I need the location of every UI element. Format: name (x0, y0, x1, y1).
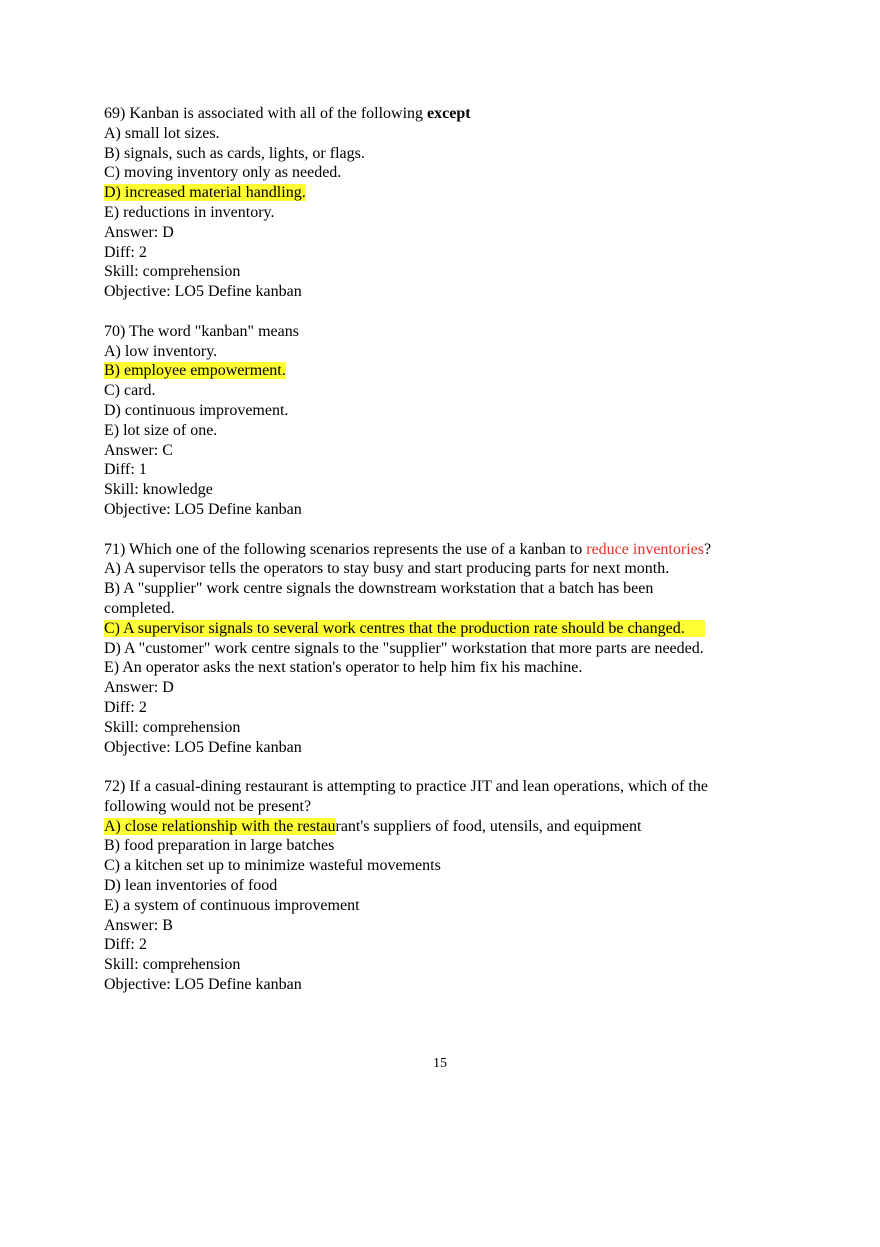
answer: Answer: D (104, 679, 174, 697)
option-a: A) low inventory. (104, 342, 218, 360)
highlighted-option: D) increased material handling. (104, 184, 306, 202)
option-e: E) lot size of one. (104, 421, 218, 439)
question-70 (104, 322, 804, 520)
question-stem: 69) Kanban is associated with all of the following except (104, 105, 471, 122)
option-e: E) a system of continuous improvement (104, 896, 360, 914)
option-e: E) An operator asks the next station's operator to help him fix his machine. (104, 659, 583, 677)
difficulty: Diff: 2 (104, 936, 147, 954)
option-b (104, 361, 804, 381)
highlighted-option: A) close relationship with the restau (104, 817, 336, 835)
question-stem: 71) Which one of the following scenarios represents the use of a kanban to reduce inventories? (104, 540, 712, 558)
difficulty: Diff: 2 (104, 698, 147, 716)
option-a: A) A supervisor tells the operators to stay busy and start producing parts for next month. (104, 560, 670, 578)
option-b: B) signals, such as cards, lights, or flags. (104, 144, 365, 162)
option-d: D) lean inventories of food (104, 877, 278, 895)
question-stem-continued: following would not be present? (104, 797, 312, 815)
question-stem: 72) If a casual-dining restaurant is attempting to practice JIT and lean operations, which of the (104, 778, 708, 796)
document-page (104, 104, 804, 1015)
answer: Answer: D (104, 223, 174, 241)
red-emphasis: reduce inventories (586, 540, 704, 558)
option-b-continued: completed. (104, 599, 175, 617)
option-c: C) moving inventory only as needed. (104, 164, 342, 182)
objective: Objective: LO5 Define kanban (104, 500, 302, 518)
question-71 (104, 540, 804, 758)
option-a: A) close relationship with the restaurant's suppliers of food, utensils, and equipment (104, 817, 642, 835)
question-72 (104, 777, 804, 995)
emphasis-except: except (427, 105, 471, 122)
option-c: C) a kitchen set up to minimize wasteful movements (104, 857, 441, 875)
objective: Objective: LO5 Define kanban (104, 283, 302, 301)
highlighted-option: C) A supervisor signals to several work centres that the production rate should be changed. (104, 620, 705, 637)
option-d: D) continuous improvement. (104, 401, 289, 419)
option-c: C) card. (104, 382, 156, 400)
option-d (104, 183, 804, 203)
question-69 (104, 104, 804, 302)
skill: Skill: comprehension (104, 718, 241, 736)
skill: Skill: comprehension (104, 956, 241, 974)
answer: Answer: C (104, 441, 173, 459)
difficulty: Diff: 2 (104, 243, 147, 261)
highlighted-option: B) employee empowerment. (104, 362, 286, 380)
skill: Skill: knowledge (104, 481, 213, 499)
question-stem: 70) The word "kanban" means (104, 322, 299, 340)
option-b: B) food preparation in large batches (104, 837, 335, 855)
objective: Objective: LO5 Define kanban (104, 738, 302, 756)
option-e: E) reductions in inventory. (104, 203, 275, 221)
page-number: 15 (433, 1056, 447, 1071)
skill: Skill: comprehension (104, 263, 241, 281)
objective: Objective: LO5 Define kanban (104, 976, 302, 994)
difficulty: Diff: 1 (104, 461, 147, 479)
option-c (104, 619, 804, 639)
answer: Answer: B (104, 916, 173, 934)
option-a: A) small lot sizes. (104, 124, 220, 142)
option-d: D) A "customer" work centre signals to the "supplier" workstation that more parts are needed. (104, 639, 704, 657)
option-b: B) A "supplier" work centre signals the downstream workstation that a batch has been (104, 580, 654, 598)
